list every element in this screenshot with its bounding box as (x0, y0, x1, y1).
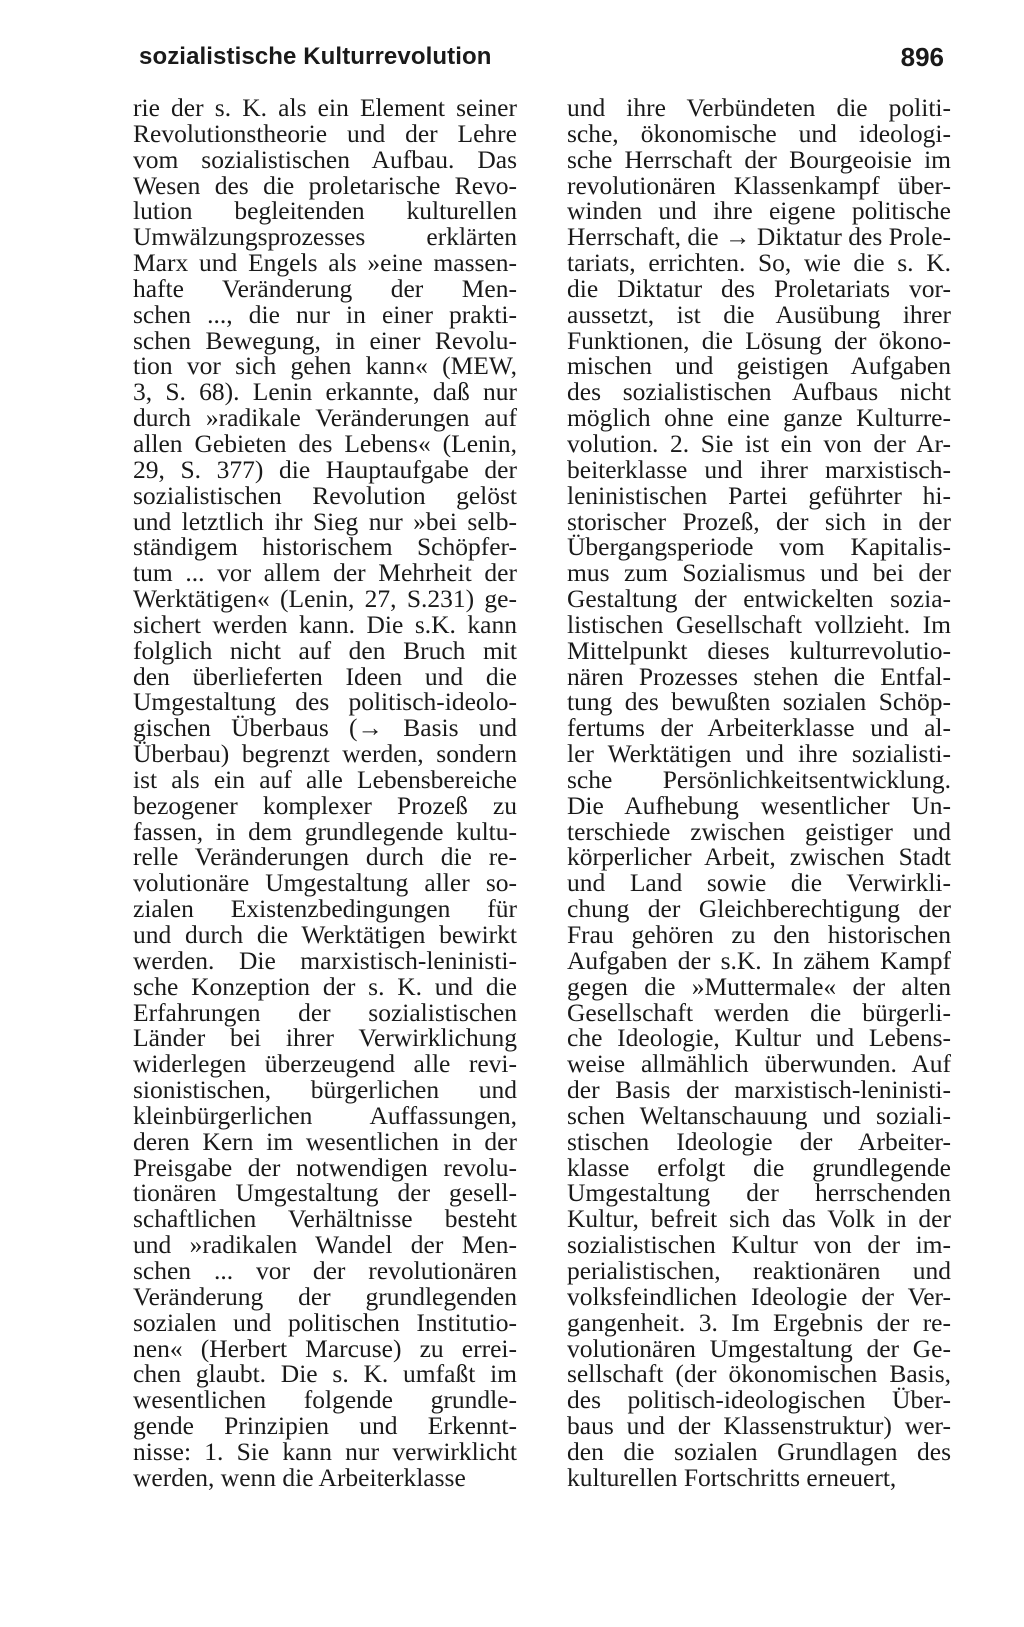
text-line: deren Kern im wesentlichen in der (133, 1126, 517, 1156)
text-line: Die Aufhebung wesentlicher Un- (567, 790, 951, 820)
text-line: gegen die »Muttermale« der alten (567, 971, 951, 1001)
text-line: 29, S. 377) die Hauptaufgabe der (133, 454, 517, 484)
text-line: baus und der Klassenstruktur) wer- (567, 1411, 951, 1441)
text-line: allen Gebieten des Lebens« (Lenin, (133, 428, 517, 458)
text-line: den die sozialen Grundlagen des (567, 1436, 951, 1466)
text-line: stischen Ideologie der Arbeiter- (567, 1126, 951, 1156)
text-line: des sozialistischen Aufbaus nicht (567, 377, 951, 407)
text-line: sozialistischen Kultur von der im- (567, 1230, 951, 1260)
text-line: sozialen und politischen Institutio- (133, 1307, 517, 1337)
page-number: 896 (900, 42, 944, 72)
text-line: den überlieferten Ideen und die (133, 661, 517, 691)
text-line: volksfeindlichen Ideologie der Ver- (567, 1281, 951, 1311)
text-line: nen« (Herbert Marcuse) zu errei- (133, 1333, 517, 1363)
text-line: und ihre Verbündeten die politi- (567, 93, 951, 122)
text-line: Preisgabe der notwendigen revolu- (133, 1152, 517, 1182)
text-line: sionistischen, bürgerlichen und (133, 1075, 517, 1105)
text-line: werden, wenn die Arbeiterklasse (133, 1462, 466, 1492)
text-line: fertums der Arbeiterklasse und al- (567, 713, 951, 743)
text-line: werden. Die marxistisch-leninisti- (133, 945, 517, 975)
text-line: ständigem historischem Schöpfer- (133, 532, 517, 562)
text-line: Länder bei ihrer Verwirklichung (133, 1023, 517, 1053)
text-line: perialistischen, reaktionären und (567, 1255, 951, 1285)
text-line: Frau gehören zu den historischen (567, 920, 951, 949)
text-line: gischen Überbaus (→ Basis und (133, 713, 517, 743)
text-line: hafte Veränderung der Men- (133, 273, 517, 303)
text-line: Gestaltung der entwickelten sozia- (567, 584, 951, 614)
text-line: Veränderung der grundlegenden (133, 1281, 517, 1311)
text-line: 3, S. 68). Lenin erkannte, daß nur (133, 377, 517, 407)
text-line: des politisch-ideologischen Über- (567, 1385, 951, 1415)
text-line: terschiede zwischen geistiger und (567, 816, 951, 846)
text-line: tariats, errichten. So, wie die s. K. (567, 248, 951, 278)
text-line: mus zum Sozialismus und bei der (567, 558, 951, 588)
text-line: sche Persönlichkeitsentwicklung. (567, 764, 951, 794)
text-line: bezogener komplexer Prozeß zu (133, 790, 517, 820)
text-line: schen Weltanschauung und soziali- (567, 1100, 951, 1130)
text-line: sozialistischen Revolution gelöst (133, 480, 517, 510)
text-column-right (567, 95, 951, 1491)
text-line: chen glaubt. Die s. K. umfaßt im (133, 1359, 517, 1389)
text-line: Umgestaltung des politisch-ideolo- (133, 687, 517, 717)
text-line: möglich ohne eine ganze Kulturre- (567, 403, 951, 433)
text-line: Überbau) begrenzt werden, sondern (133, 739, 517, 769)
text-line: nären Prozesses stehen die Entfal- (567, 661, 951, 691)
text-line: tum ... vor allem der Mehrheit der (133, 558, 517, 588)
text-line: sichert werden kann. Die s.K. kann (133, 609, 517, 639)
text-line: schen Bewegung, in einer Revolu- (133, 325, 517, 355)
text-line: schen ... vor der revolutionären (133, 1255, 517, 1285)
text-line: zialen Existenzbedingungen für (133, 894, 517, 924)
text-line: vom sozialistischen Aufbau. Das (133, 144, 517, 174)
text-line: volutionären Umgestaltung der Ge- (567, 1333, 951, 1363)
text-line: nisse: 1. Sie kann nur verwirklicht (133, 1436, 517, 1466)
text-line: sche, ökonomische und ideologi- (567, 118, 951, 148)
text-line: relle Veränderungen durch die re- (133, 842, 517, 872)
text-line: sellschaft (der ökonomischen Basis, (567, 1359, 951, 1389)
text-line: listischen Gesellschaft vollzieht. Im (567, 609, 951, 639)
text-line: Gesellschaft werden die bürgerli- (567, 997, 951, 1027)
text-column-left (133, 95, 517, 1491)
text-line: Erfahrungen der sozialistischen (133, 997, 517, 1027)
text-line: Herrschaft, die → Diktatur des Prole- (567, 222, 951, 252)
text-line: lution begleitenden kulturellen (133, 196, 517, 226)
text-line: und Land sowie die Verwirkli- (567, 868, 951, 898)
text-line: sche Herrschaft der Bourgeoisie im (567, 144, 951, 174)
text-line: kleinbürgerlichen Auffassungen, (133, 1100, 517, 1130)
text-line: körperlicher Arbeit, zwischen Stadt (567, 842, 951, 872)
text-line: beiterklasse und ihrer marxistisch- (567, 454, 951, 484)
text-line: fassen, in dem grundlegende kultu- (133, 816, 517, 846)
text-line: aussetzt, ist die Ausübung ihrer (567, 299, 951, 329)
text-line: Mittelpunkt dieses kulturrevolutio- (567, 635, 951, 665)
text-line: winden und ihre eigene politische (567, 196, 951, 226)
text-line: Funktionen, die Lösung der ökono- (567, 325, 951, 355)
text-line: weise allmählich überwunden. Auf (567, 1049, 951, 1079)
text-line: gende Prinzipien und Erkennt- (133, 1411, 517, 1441)
text-line: klasse erfolgt die grundlegende (567, 1152, 951, 1182)
text-line: und durch die Werktätigen bewirkt (133, 920, 517, 949)
text-line: Marx und Engels als »eine massen- (133, 248, 517, 278)
text-line: mischen und geistigen Aufgaben (567, 351, 951, 381)
text-line: Kultur, befreit sich das Volk in der (567, 1204, 951, 1234)
text-line: Umwälzungsprozesses erklärten (133, 222, 517, 252)
text-line: ler Werktätigen und ihre sozialisti- (567, 739, 951, 769)
text-line: widerlegen überzeugend alle revi- (133, 1049, 517, 1079)
text-line: che Ideologie, Kultur und Lebens- (567, 1023, 951, 1053)
text-line: tion vor sich gehen kann« (MEW, (133, 351, 517, 381)
text-line: die Diktatur des Proletariats vor- (567, 273, 951, 303)
text-line: Werktätigen« (Lenin, 27, S.231) ge- (133, 584, 517, 614)
text-line: wesentlichen folgende grundle- (133, 1385, 517, 1415)
text-line: schen ..., die nur in einer prakti- (133, 299, 517, 329)
text-line: sche Konzeption der s. K. und die (133, 971, 517, 1001)
text-line: gangenheit. 3. Im Ergebnis der re- (567, 1307, 951, 1337)
text-line: leninistischen Partei geführter hi- (567, 480, 951, 510)
text-line: Revolutionstheorie und der Lehre (133, 118, 517, 148)
text-line: volutionäre Umgestaltung aller so- (133, 868, 517, 898)
running-head-keyword: sozialistische Kulturrevolution (139, 43, 492, 70)
text-line: schaftlichen Verhältnisse besteht (133, 1204, 517, 1234)
text-line: Aufgaben der s.K. In zähem Kampf (567, 945, 951, 975)
text-line: der Basis der marxistisch-leninisti- (567, 1075, 951, 1105)
text-line: durch »radikale Veränderungen auf (133, 403, 517, 433)
text-line: und »radikalen Wandel der Men- (133, 1230, 517, 1260)
text-line: tung des bewußten sozialen Schöp- (567, 687, 951, 717)
text-line: revolutionären Klassenkampf über- (567, 170, 951, 200)
text-line: storischer Prozeß, der sich in der (567, 506, 951, 536)
text-line: Wesen des die proletarische Revo- (133, 170, 517, 200)
text-line: Übergangsperiode vom Kapitalis- (567, 532, 951, 562)
text-line: kulturellen Fortschritts erneuert, (567, 1462, 897, 1492)
text-line: rie der s. K. als ein Element seiner (133, 93, 517, 122)
text-line: Umgestaltung der herrschenden (567, 1178, 951, 1208)
text-line: tionären Umgestaltung der gesell- (133, 1178, 517, 1208)
text-line: volution. 2. Sie ist ein von der Ar- (567, 428, 951, 458)
text-line: chung der Gleichberechtigung der (567, 894, 951, 924)
text-line: und letztlich ihr Sieg nur »bei selb- (133, 506, 517, 536)
text-line: ist als ein auf alle Lebensbereiche (133, 764, 517, 794)
text-line: folglich nicht auf den Bruch mit (133, 635, 517, 665)
